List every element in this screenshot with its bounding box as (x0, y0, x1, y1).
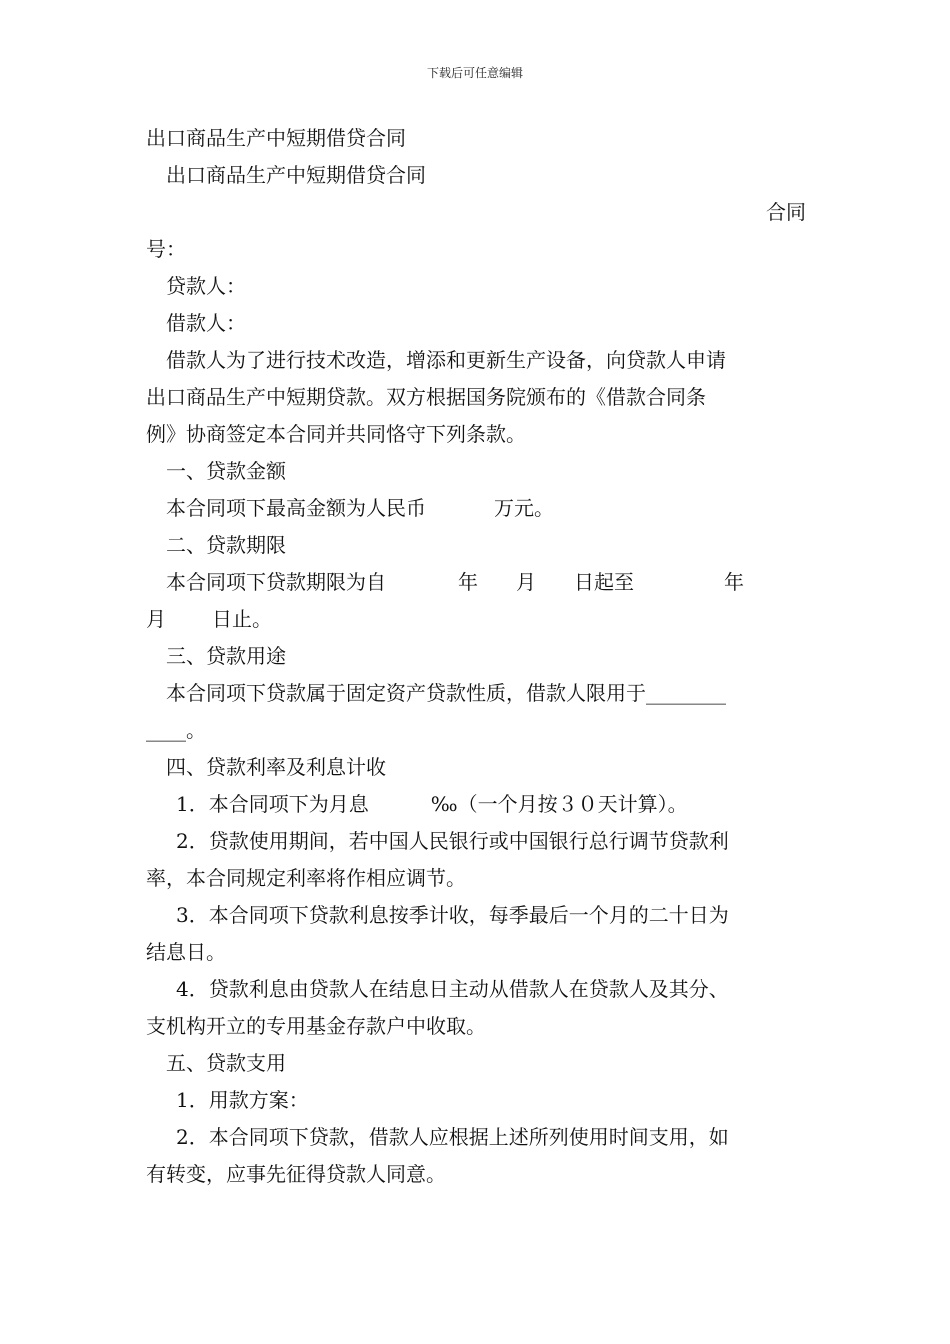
section-5-item-1: 1．用款方案： (176, 1088, 309, 1112)
section-4-item-3-cont: 结息日。 (146, 940, 226, 964)
amount-unit: 万元。 (494, 496, 554, 520)
term-year: 年 (458, 570, 478, 594)
section-3-text: 本合同项下贷款属于固定资产贷款性质，借款人限用于________ (166, 681, 726, 705)
term-month: 月 (516, 570, 536, 594)
term-end: 日止。 (212, 607, 272, 631)
section-4-item-3: 3．本合同项下贷款利息按季计收，每季最后一个月的二十日为 (176, 903, 729, 927)
section-4-title: 四、贷款利率及利息计收 (166, 755, 386, 779)
borrower-label: 借款人： (166, 311, 246, 335)
contract-no-label: 合同 (766, 200, 806, 224)
term-month-end: 月 (146, 607, 166, 631)
intro-line-1: 借款人为了进行技术改造，增添和更新生产设备，向贷款人申请 (166, 348, 726, 372)
section-4-item-4-cont: 支机构开立的专用基金存款户中收取。 (146, 1014, 486, 1038)
section-5-title: 五、贷款支用 (166, 1051, 286, 1075)
document-title: 出口商品生产中短期借贷合同 (146, 126, 406, 150)
contract-no-label-cont: 号： (146, 237, 186, 261)
document-subtitle: 出口商品生产中短期借贷合同 (166, 163, 426, 187)
section-3-text-cont: ____。 (146, 718, 206, 742)
intro-line-3: 例》协商签定本合同并共同恪守下列条款。 (146, 422, 526, 446)
lender-label: 贷款人： (166, 274, 246, 298)
amount-label: 本合同项下最高金额为人民币 (166, 496, 426, 520)
term-label: 本合同项下贷款期限为自 (166, 570, 386, 594)
section-4-item-4: 4．贷款利息由贷款人在结息日主动从借款人在贷款人及其分、 (176, 977, 729, 1001)
section-2-title: 二、贷款期限 (166, 533, 286, 557)
section-5-item-2: 2．本合同项下贷款，借款人应根据上述所列使用时间支用，如 (176, 1125, 729, 1149)
section-1-title: 一、贷款金额 (166, 459, 286, 483)
rate-unit: ‰（一个月按３０天计算）。 (430, 792, 688, 816)
section-4-item-2: 2．贷款使用期间，若中国人民银行或中国银行总行调节贷款利 (176, 829, 729, 853)
intro-line-2: 出口商品生产中短期贷款。双方根据国务院颁布的《借款合同条 (146, 385, 706, 409)
section-3-title: 三、贷款用途 (166, 644, 286, 668)
section-4-item-2-cont: 率，本合同规定利率将作相应调节。 (146, 866, 466, 890)
section-4-item-1 (146, 786, 806, 823)
page-header: 下载后可任意编辑 (426, 66, 523, 80)
section-2-text (146, 564, 806, 601)
term-day: 日起至 (574, 570, 634, 594)
rate-label: 1．本合同项下为月息 (176, 792, 369, 816)
document-body (146, 120, 806, 1193)
section-1-text (146, 490, 806, 527)
term-year-end: 年 (724, 570, 744, 594)
section-5-item-2-cont: 有转变，应事先征得贷款人同意。 (146, 1162, 446, 1186)
section-2-text-cont (146, 601, 806, 638)
